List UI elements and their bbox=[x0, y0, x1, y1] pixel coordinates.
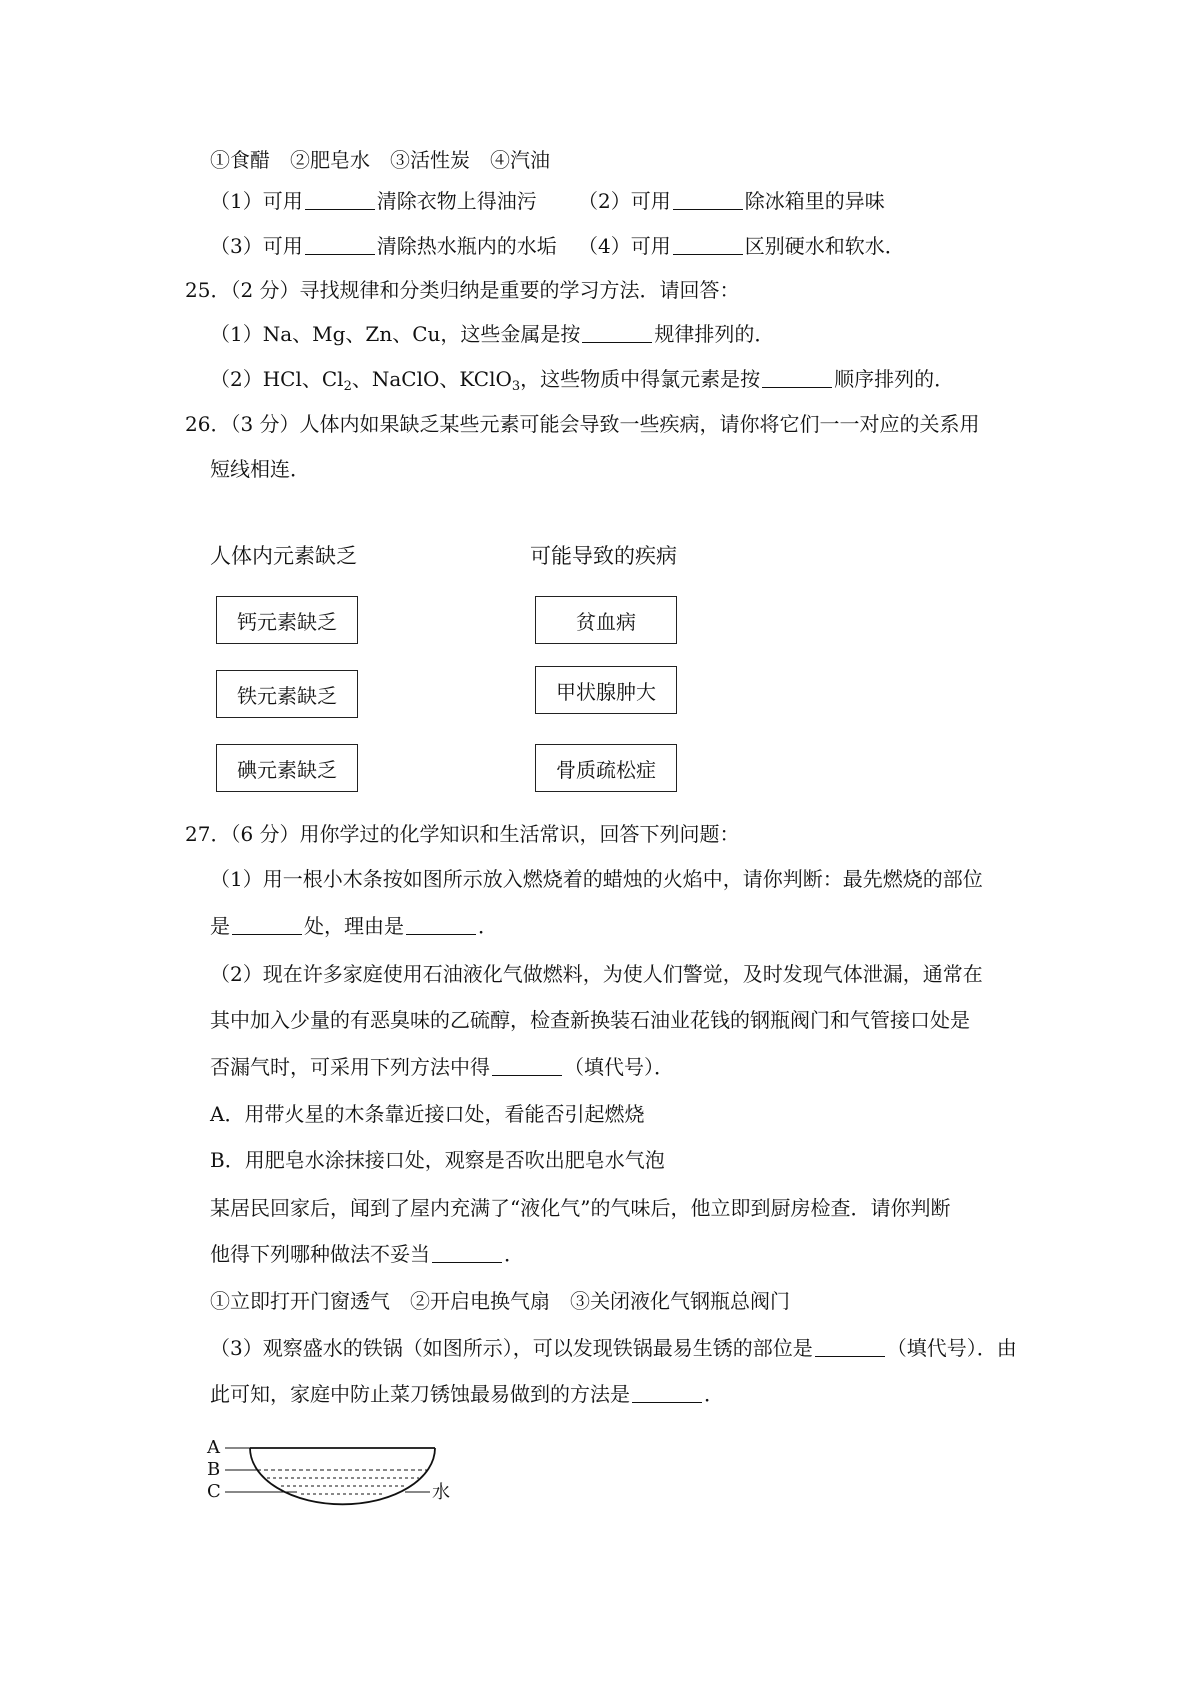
answer-blank[interactable] bbox=[432, 1242, 502, 1263]
q25-formula-2: 、NaClO、KClO bbox=[351, 367, 512, 391]
q27-part3-l1b: （填代号）．由 bbox=[886, 1336, 1017, 1360]
q27-option-a: A．用带火星的木条靠近接口处，看能否引起燃烧 bbox=[210, 1102, 645, 1126]
q27-part2-l3b: （填代号）． bbox=[564, 1055, 674, 1079]
label-water: 水 bbox=[432, 1482, 450, 1503]
q27-part3-line2 bbox=[210, 1380, 724, 1408]
q25-part1 bbox=[210, 320, 774, 348]
q26-left-header: 人体内元素缺乏 bbox=[210, 544, 357, 568]
deficiency-label: 碘元素缺乏 bbox=[237, 757, 337, 782]
deficiency-box-iron[interactable] bbox=[216, 670, 358, 718]
answer-blank[interactable] bbox=[492, 1055, 562, 1076]
label-b: B bbox=[207, 1459, 221, 1480]
q24-part1 bbox=[210, 187, 537, 215]
q24-options: ①食醋 ②肥皂水 ③活性炭 ④汽油 bbox=[210, 148, 550, 172]
q27-part2-line4: 某居民回家后，闻到了屋内充满了“液化气”的气味后，他立即到厨房检查．请你判断 bbox=[210, 1196, 951, 1220]
answer-blank[interactable] bbox=[815, 1336, 885, 1357]
q27-part2-l5b: ． bbox=[504, 1242, 524, 1266]
q25-part1-post: 规律排列的． bbox=[654, 322, 775, 346]
q27-stem: 27．（6 分）用你学过的化学知识和生活常识，回答下列问题： bbox=[185, 822, 740, 846]
answer-blank[interactable] bbox=[232, 914, 302, 935]
q25-part1-pre: （1）Na、Mg、Zn、Cu，这些金属是按 bbox=[210, 322, 581, 346]
q25-part2-pre: ，这些物质中得氯元素是按 bbox=[520, 367, 761, 391]
deficiency-label: 钙元素缺乏 bbox=[237, 609, 337, 634]
disease-label: 甲状腺肿大 bbox=[556, 679, 656, 704]
answer-blank[interactable] bbox=[632, 1382, 702, 1403]
q25-part2-post: 顺序排列的． bbox=[834, 367, 955, 391]
q26-stem-line1: 26．（3 分）人体内如果缺乏某些元素可能会导致一些疾病，请你将它们一一对应的关系用 bbox=[185, 412, 980, 436]
q24-part3 bbox=[210, 232, 557, 260]
deficiency-box-calcium[interactable] bbox=[216, 596, 358, 644]
disease-box-osteoporosis[interactable] bbox=[535, 744, 677, 792]
q25-formula-1: （2）HCl、Cl bbox=[210, 367, 344, 391]
answer-blank[interactable] bbox=[673, 189, 743, 210]
q24-part2 bbox=[578, 187, 885, 215]
answer-blank[interactable] bbox=[305, 189, 375, 210]
q24-part1-pre: （1）可用 bbox=[210, 189, 303, 213]
q27-part3-line1 bbox=[210, 1334, 1017, 1362]
q27-part3-l2b: ． bbox=[704, 1382, 724, 1406]
label-a: A bbox=[207, 1437, 220, 1458]
q24-part3-pre: （3）可用 bbox=[210, 234, 303, 258]
q27-part1-l2b: 处，理由是 bbox=[304, 914, 404, 938]
q27-part2-line1: （2）现在许多家庭使用石油液化气做燃料，为使人们警觉，及时发现气体泄漏，通常在 bbox=[210, 962, 983, 986]
disease-box-anemia[interactable] bbox=[535, 596, 677, 644]
answer-blank[interactable] bbox=[582, 322, 652, 343]
deficiency-box-iodine[interactable] bbox=[216, 744, 358, 792]
q27-part1-l2a: 是 bbox=[210, 914, 230, 938]
label-c: C bbox=[207, 1481, 221, 1502]
answer-blank[interactable] bbox=[406, 914, 476, 935]
q27-part2-line5 bbox=[210, 1240, 524, 1268]
iron-pot-figure bbox=[205, 1436, 475, 1516]
pot-outline bbox=[250, 1448, 435, 1504]
q25-part2 bbox=[210, 365, 954, 401]
q27-part2-line3 bbox=[210, 1053, 674, 1081]
disease-box-goiter[interactable] bbox=[535, 666, 677, 714]
q25-sub-1: 2 bbox=[343, 379, 352, 394]
q27-option-b: B．用肥皂水涂抹接口处，观察是否吹出肥皂水气泡 bbox=[210, 1148, 665, 1172]
q27-part2-l3a: 否漏气时，可采用下列方法中得 bbox=[210, 1055, 490, 1079]
q24-part3-post: 清除热水瓶内的水垢 bbox=[376, 234, 557, 258]
q27-part2-line2: 其中加入少量的有恶臭味的乙硫醇，检查新换装石油业花钱的钢瓶阀门和气管接口处是 bbox=[210, 1008, 970, 1032]
q25-sub-2: 3 bbox=[511, 379, 521, 394]
deficiency-label: 铁元素缺乏 bbox=[237, 683, 337, 708]
q27-part2-l5a: 他得下列哪种做法不妥当 bbox=[210, 1242, 430, 1266]
q24-part1-post: 清除衣物上得油污 bbox=[376, 189, 537, 213]
q24-part4 bbox=[578, 232, 905, 260]
q25-stem: 25．（2 分）寻找规律和分类归纳是重要的学习方法．请回答： bbox=[185, 278, 740, 302]
q27-part1-line2 bbox=[210, 912, 498, 940]
q27-part2-options: ①立即打开门窗透气 ②开启电换气扇 ③关闭液化气钢瓶总阀门 bbox=[210, 1289, 790, 1313]
q24-part2-pre: （2）可用 bbox=[578, 189, 671, 213]
q26-right-header: 可能导致的疾病 bbox=[530, 544, 677, 568]
q24-part4-pre: （4）可用 bbox=[578, 234, 671, 258]
q27-part1-line1: （1）用一根小木条按如图所示放入燃烧着的蜡烛的火焰中，请你判断：最先燃烧的部位 bbox=[210, 867, 983, 891]
q24-part2-post: 除冰箱里的异味 bbox=[744, 189, 885, 213]
disease-label: 贫血病 bbox=[576, 609, 636, 634]
q27-part3-l2a: 此可知，家庭中防止菜刀锈蚀最易做到的方法是 bbox=[210, 1382, 630, 1406]
q24-part4-post: 区别硬水和软水． bbox=[744, 234, 905, 258]
q26-stem-line2: 短线相连． bbox=[210, 457, 310, 481]
q27-part1-l2c: ． bbox=[478, 914, 498, 938]
disease-label: 骨质疏松症 bbox=[556, 757, 656, 782]
answer-blank[interactable] bbox=[673, 234, 743, 255]
answer-blank[interactable] bbox=[762, 367, 832, 388]
q27-part3-l1a: （3）观察盛水的铁锅（如图所示），可以发现铁锅最易生锈的部位是 bbox=[210, 1336, 813, 1360]
answer-blank[interactable] bbox=[305, 234, 375, 255]
